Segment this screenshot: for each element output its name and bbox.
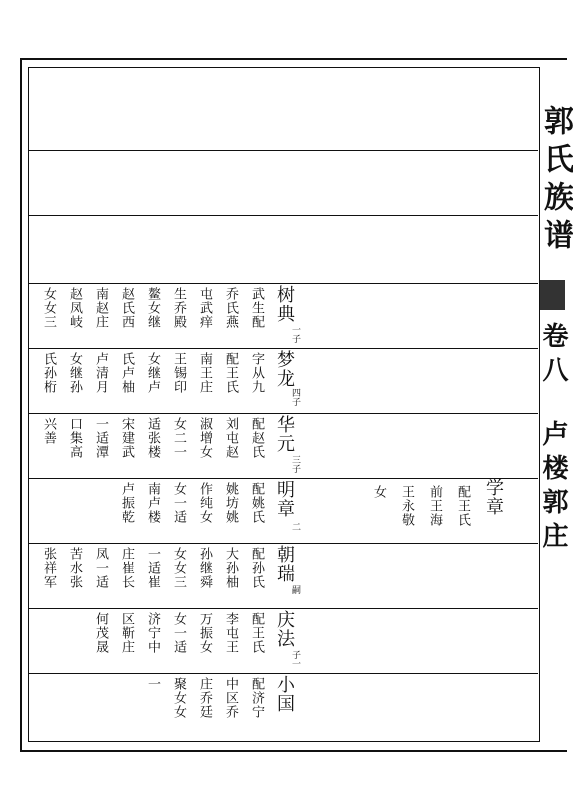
detail-line: 配王氏 — [249, 612, 264, 654]
detail-line: 宋建武 — [119, 417, 134, 459]
detail-line: 一适潭 — [93, 417, 108, 459]
detail-line: 氏孙桁 — [41, 352, 56, 394]
detail-line: 女 — [371, 485, 386, 499]
detail-line: 女一适 — [171, 612, 186, 654]
detail-line: 南王庄 — [197, 352, 212, 394]
detail-line: 氏卢柚 — [119, 352, 134, 394]
grid-line — [28, 150, 538, 151]
detail-line: 适张楼 — [145, 417, 160, 459]
detail-line: 庄崔长 — [119, 547, 134, 589]
spine-bar — [540, 280, 565, 310]
detail-line: 张祥军 — [41, 547, 56, 589]
detail-line: 作纯女 — [197, 482, 212, 524]
detail-line: 万振女 — [197, 612, 212, 654]
detail-line: 孙继舜 — [197, 547, 212, 589]
grid-line — [28, 283, 538, 284]
generation-mark: 四子 — [290, 388, 300, 406]
person-name: 树典 — [274, 285, 295, 323]
detail-line: 卢振乾 — [119, 482, 134, 524]
grid-line — [28, 413, 538, 414]
person-name: 庆法 — [274, 610, 295, 648]
detail-line: 配济宁 — [249, 677, 264, 719]
detail-line: 女女三 — [171, 547, 186, 589]
detail-line: 武生配 — [249, 287, 264, 329]
detail-line: 配姚氏 — [249, 482, 264, 524]
detail-line: 赵凤岐 — [67, 287, 82, 329]
grid-line — [28, 215, 538, 216]
detail-line: 南赵庄 — [93, 287, 108, 329]
generation-mark: 一子 — [290, 325, 300, 343]
detail-line: 兴善 — [41, 417, 56, 445]
detail-line: 前王海 — [427, 485, 442, 527]
detail-line: 区靳庄 — [119, 612, 134, 654]
detail-line: 南卢楼 — [145, 482, 160, 524]
grid-line — [28, 478, 538, 479]
person-name: 朝瑞 — [274, 545, 295, 583]
detail-line: 济宁中 — [145, 612, 160, 654]
detail-line: 配孙氏 — [249, 547, 264, 589]
generation-mark: 三子 — [290, 455, 300, 473]
detail-line: 口集高 — [67, 417, 82, 459]
generation-mark: 二 — [290, 522, 300, 531]
detail-line: 凤一适 — [93, 547, 108, 589]
detail-line: 中区乔 — [223, 677, 238, 719]
person-name: 华元 — [274, 415, 295, 453]
person-name: 梦龙 — [274, 350, 295, 388]
detail-line: 生乔殿 — [171, 287, 186, 329]
detail-line: 女继卢 — [145, 352, 160, 394]
person-name: 小国 — [274, 675, 295, 713]
generation-mark: 嗣 — [290, 585, 300, 594]
detail-line: 淑增女 — [197, 417, 212, 459]
generation-mark: 子一 — [290, 650, 300, 668]
detail-line: 卢清月 — [93, 352, 108, 394]
detail-line: 王锡印 — [171, 352, 186, 394]
person-name-upper: 学章 — [483, 478, 504, 516]
detail-line: 刘屯赵 — [223, 417, 238, 459]
detail-line: 配赵氏 — [249, 417, 264, 459]
detail-line: 字从九 — [249, 352, 264, 394]
detail-line: 女女三 — [41, 287, 56, 329]
detail-line: 配王氏 — [455, 485, 470, 527]
detail-line: 聚女女 — [171, 677, 186, 719]
detail-line: 女一适 — [171, 482, 186, 524]
detail-line: 赵氏西 — [119, 287, 134, 329]
detail-line: 女继孙 — [67, 352, 82, 394]
detail-line: 苦水张 — [67, 547, 82, 589]
detail-line: 女二一 — [171, 417, 186, 459]
detail-line: 一适崔 — [145, 547, 160, 589]
grid-line — [28, 348, 538, 349]
detail-line: 庄乔廷 — [197, 677, 212, 719]
detail-line: 姚坊姚 — [223, 482, 238, 524]
detail-line: 配王氏 — [223, 352, 238, 394]
detail-line: 何茂晟 — [93, 612, 108, 654]
detail-line: 鳌女继 — [145, 287, 160, 329]
detail-line: 李屯王 — [223, 612, 238, 654]
spine — [538, 70, 573, 750]
detail-line: 乔氏燕 — [223, 287, 238, 329]
spine-hall: 卢楼郭庄 — [538, 420, 568, 556]
detail-line: 一 — [145, 677, 160, 691]
person-name: 明章 — [274, 480, 295, 518]
spine-title: 郭氏族谱 — [538, 105, 573, 257]
detail-line: 大孙柚 — [223, 547, 238, 589]
grid-line — [28, 543, 538, 544]
grid-line — [28, 608, 538, 609]
spine-volume: 卷八 — [538, 322, 568, 390]
detail-line: 王永敬 — [399, 485, 414, 527]
detail-line: 屯武痒 — [197, 287, 212, 329]
grid-line — [28, 673, 538, 674]
